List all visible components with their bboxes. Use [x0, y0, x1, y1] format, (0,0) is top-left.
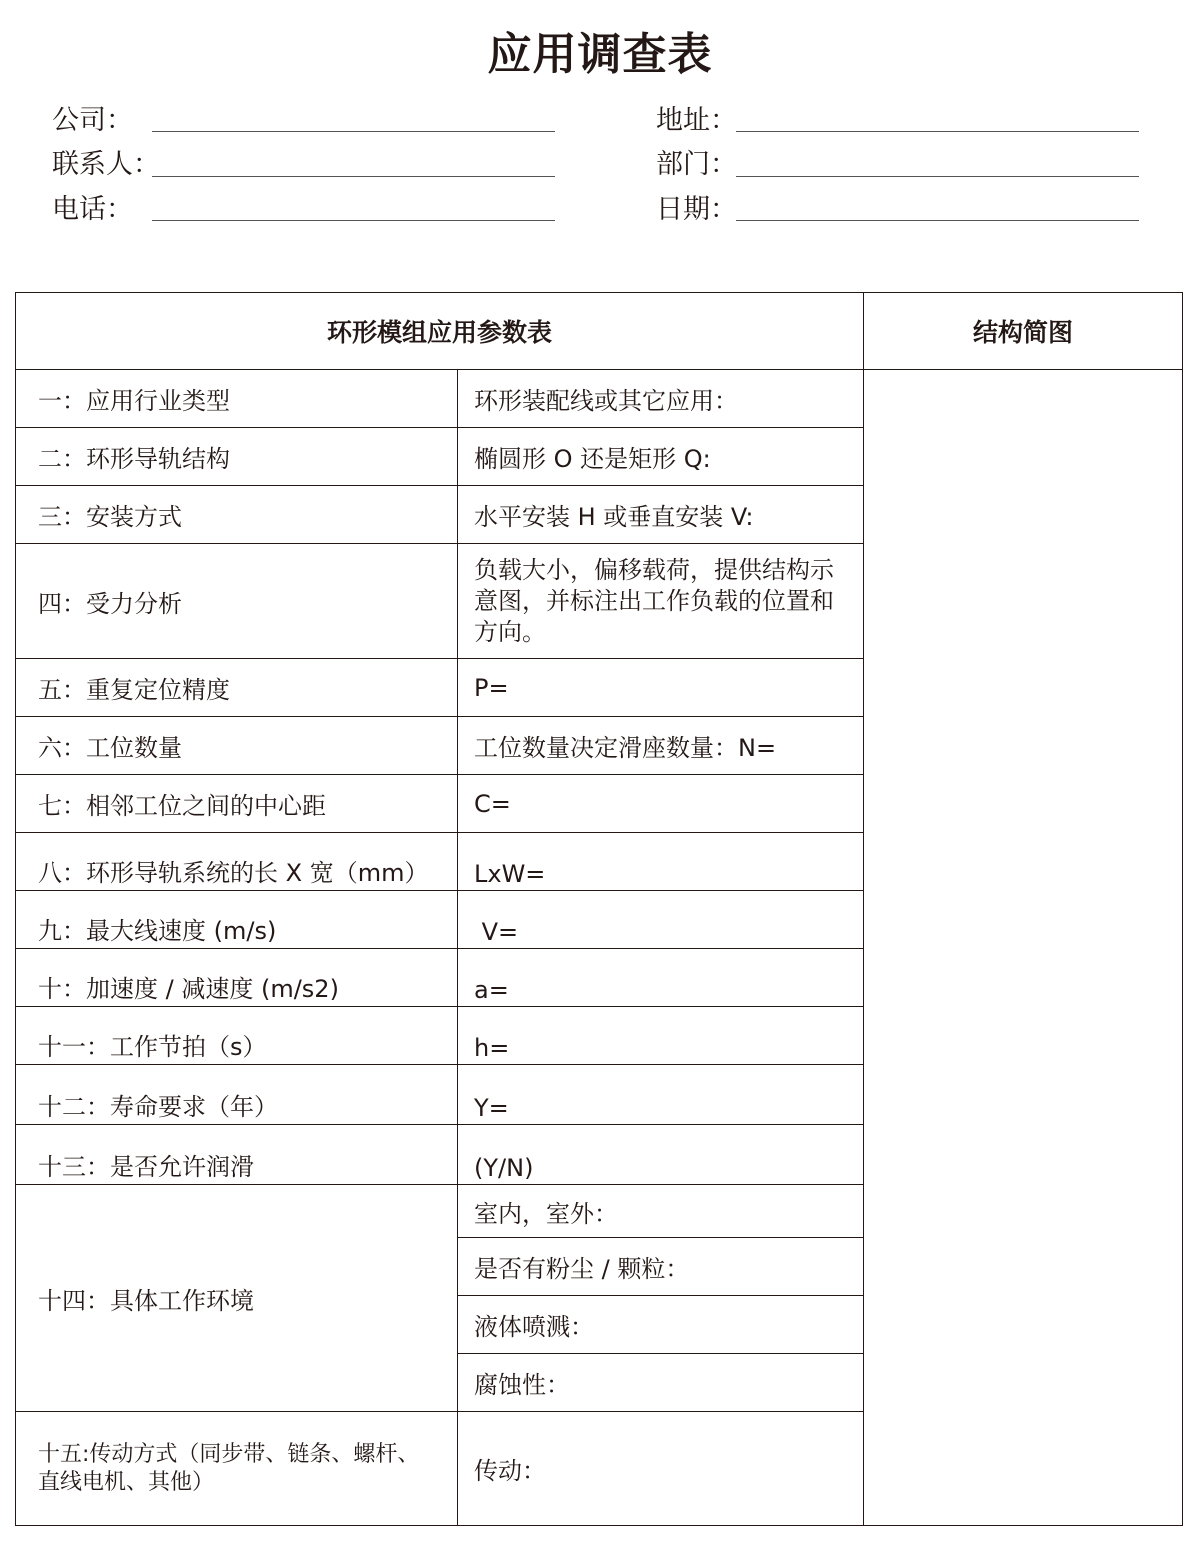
company-field[interactable] [152, 131, 555, 132]
environment-value-cell[interactable]: 液体喷溅： [458, 1296, 864, 1354]
department-field[interactable] [736, 176, 1139, 177]
row-label: 十：加速度 / 减速度 (m/s2) [16, 949, 458, 1007]
row-value-cell[interactable]: LxW= [458, 833, 864, 891]
row-label: 十二：寿命要求（年） [16, 1065, 458, 1125]
page-title: 应用调查表 [487, 29, 713, 80]
row-label: 六：工位数量 [16, 717, 458, 775]
row-label: 一：应用行业类型 [16, 370, 458, 428]
date-label: 日期： [656, 194, 737, 225]
row-label: 五：重复定位精度 [16, 659, 458, 717]
phone-field[interactable] [152, 220, 555, 221]
contact-field[interactable] [152, 176, 555, 177]
row-value-cell[interactable]: 水平安装 H 或垂直安装 V: [458, 486, 864, 544]
row-label: 四：受力分析 [16, 544, 458, 659]
row-label: 九：最大线速度 (m/s) [16, 891, 458, 949]
row-label: 十三：是否允许润滑 [16, 1125, 458, 1185]
row-value-cell[interactable]: 工位数量决定滑座数量：N= [458, 717, 864, 775]
environment-value-cell[interactable]: 室内，室外： [458, 1185, 864, 1238]
environment-value-cell[interactable]: 是否有粉尘 / 颗粒： [458, 1238, 864, 1296]
row-label: 三：安装方式 [16, 486, 458, 544]
environment-value-cell[interactable]: 腐蚀性： [458, 1354, 864, 1412]
row-label: 八：环形导轨系统的长 X 宽（mm） [16, 833, 458, 891]
row-value-cell[interactable]: a= [458, 949, 864, 1007]
row-label: 二：环形导轨结构 [16, 428, 458, 486]
row-value-cell[interactable]: C= [458, 775, 864, 833]
phone-label: 电话： [52, 194, 133, 225]
row-label: 七：相邻工位之间的中心距 [16, 775, 458, 833]
address-field[interactable] [736, 131, 1139, 132]
row-value-cell[interactable]: (Y/N) [458, 1125, 864, 1185]
environment-label: 十四：具体工作环境 [16, 1185, 458, 1412]
table-row [16, 370, 1183, 428]
row-value-cell[interactable]: 负载大小，偏移载荷，提供结构示意图，并标注出工作负载的位置和方向。 [458, 544, 864, 659]
department-label: 部门： [656, 149, 737, 180]
row-value-cell[interactable]: V= [458, 891, 864, 949]
table-header-diagram: 结构简图 [864, 293, 1183, 370]
row-value-cell[interactable]: 椭圆形 O 还是矩形 Q: [458, 428, 864, 486]
date-field[interactable] [736, 220, 1139, 221]
parameter-table [15, 292, 1183, 1526]
company-label: 公司： [52, 105, 133, 136]
row-value-cell[interactable]: P= [458, 659, 864, 717]
transmission-value-cell[interactable]: 传动： [458, 1412, 864, 1526]
transmission-label: 十五:传动方式（同步带、链条、螺杆、直线电机、其他） [16, 1412, 458, 1526]
row-value-cell[interactable]: 环形装配线或其它应用： [458, 370, 864, 428]
row-label: 十一：工作节拍（s） [16, 1007, 458, 1065]
address-label: 地址： [656, 105, 737, 136]
row-value-cell[interactable]: Y= [458, 1065, 864, 1125]
diagram-area[interactable] [864, 370, 1183, 1526]
contact-label: 联系人： [52, 149, 160, 180]
table-header-parameters: 环形模组应用参数表 [16, 293, 864, 370]
row-value-cell[interactable]: h= [458, 1007, 864, 1065]
